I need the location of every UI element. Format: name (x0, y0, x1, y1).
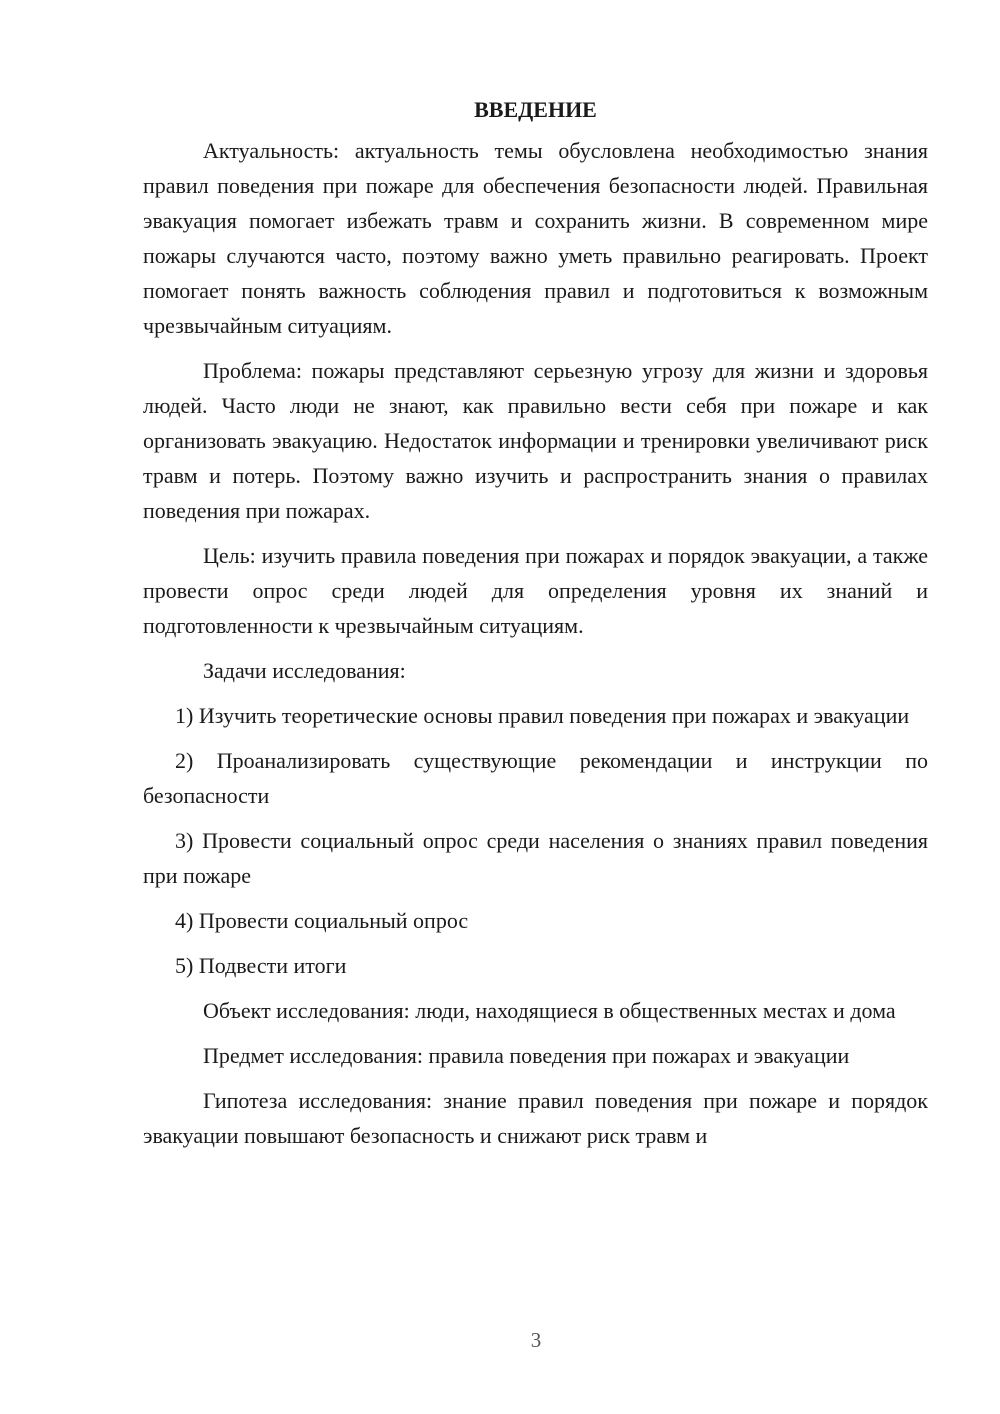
task-item: 5) Подвести итоги (175, 953, 347, 978)
paragraph-goal: Цель: изучить правила поведения при пожарах и порядок эвакуации, а также провести опрос среди людей для определения уровня их знаний и подготовленности к чрезвычайным ситуациям. (143, 543, 928, 638)
document-page (143, 93, 928, 1163)
task-item: 2) Проанализировать существующие рекомендации и инструкции по безопасности (143, 748, 928, 808)
tasks-heading: Задачи исследования: (203, 658, 406, 683)
paragraph-subject: Предмет исследования: правила поведения при пожарах и эвакуации (203, 1043, 850, 1068)
paragraph-relevance: Актуальность: актуальность темы обусловлена необходимостью знания правил поведения при пожаре для обеспечения безопасности людей. Правильная эвакуация помогает избежать травм и сохранить жизни. В современном мире пожары случаются часто, поэтому важно уметь правильно реагировать. Проект помогает понять важность соблюдения правил и подготовиться к возможным чрезвычайным ситуациям. (143, 138, 928, 338)
paragraph-object: Объект исследования: люди, находящиеся в общественных местах и дома (203, 998, 896, 1023)
paragraph-hypothesis: Гипотеза исследования: знание правил поведения при пожаре и порядок эвакуации повышают безопасность и снижают риск травм и (143, 1088, 928, 1148)
task-item: 1) Изучить теоретические основы правил поведения при пожарах и эвакуации (175, 703, 910, 728)
page-title: ВВЕДЕНИЕ (474, 97, 597, 122)
page-number: 3 (530, 1328, 542, 1352)
task-item: 4) Провести социальный опрос (175, 908, 469, 933)
task-item: 3) Провести социальный опрос среди населения о знаниях правил поведения при пожаре (143, 828, 928, 888)
paragraph-problem: Проблема: пожары представляют серьезную угрозу для жизни и здоровья людей. Часто люди не знают, как правильно вести себя при пожаре и как организовать эвакуацию. Недостаток информации и тренировки увеличивают риск травм и потерь. Поэтому важно изучить и распространить знания о правилах поведения при пожарах. (143, 358, 928, 523)
